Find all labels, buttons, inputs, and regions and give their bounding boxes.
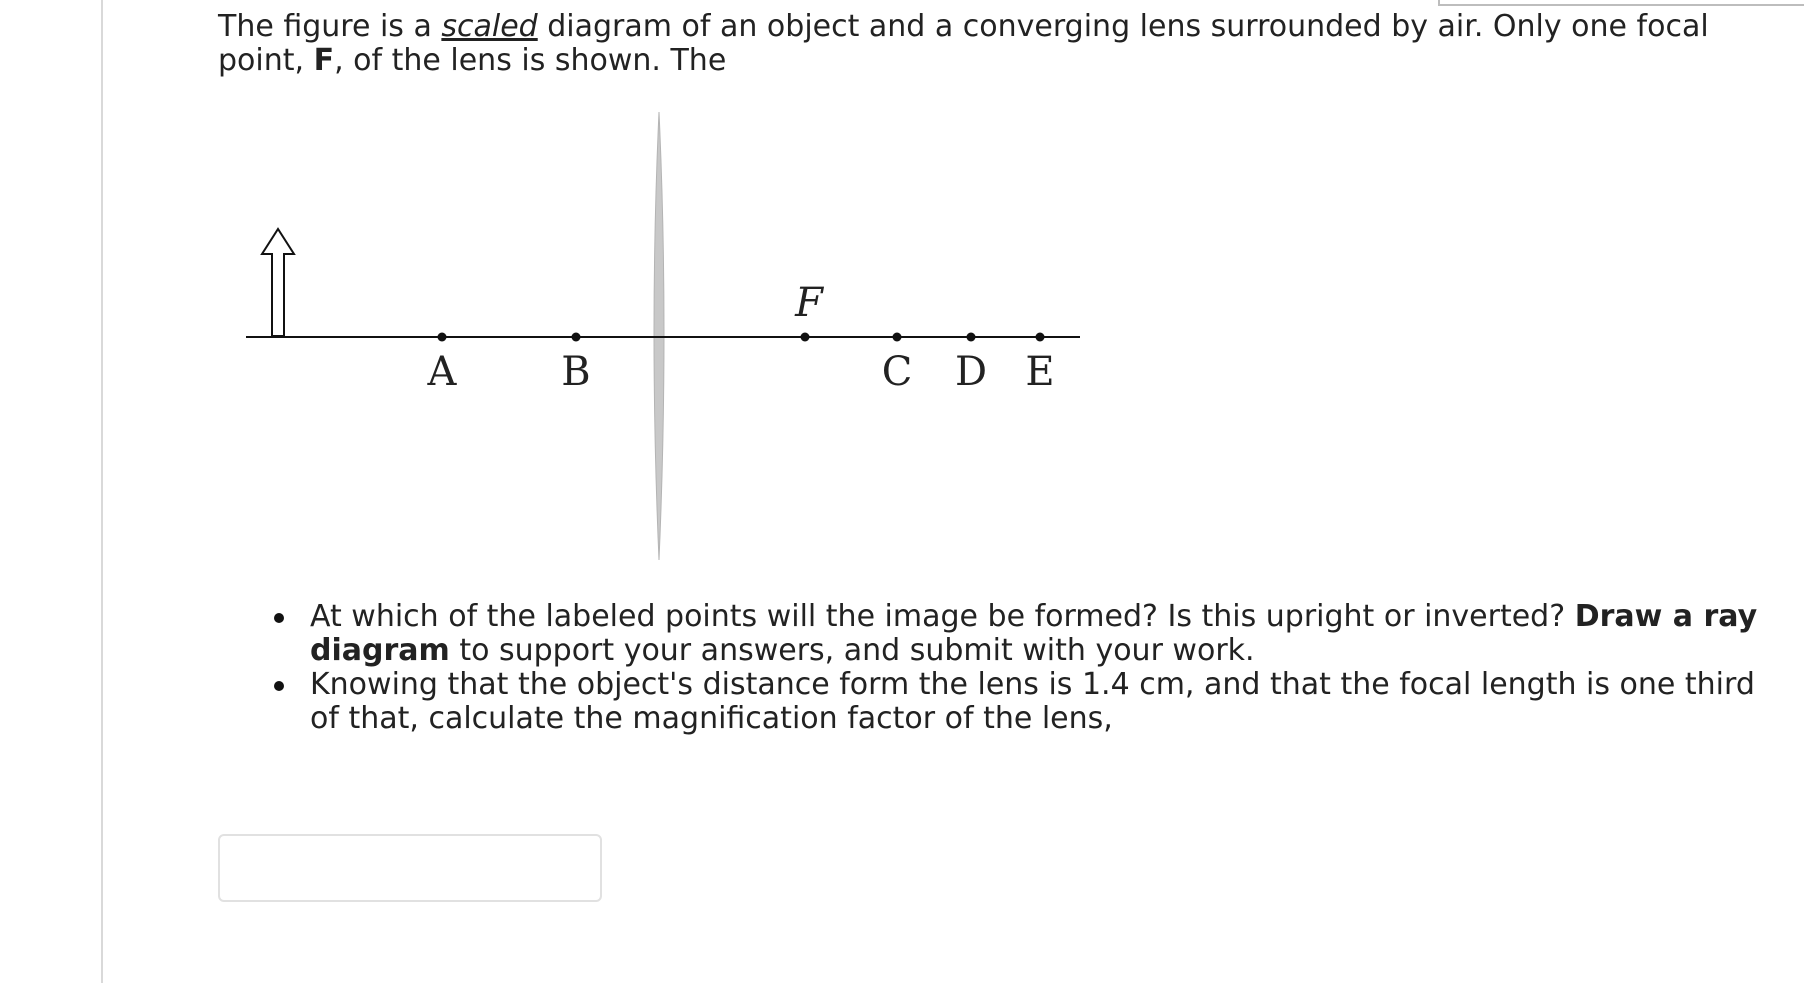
intro-text-1: The figure is a — [218, 9, 442, 44]
point-c-dot — [893, 333, 902, 342]
point-a-label: A — [427, 349, 457, 395]
left-border-rule — [101, 0, 103, 983]
focal-point-dot — [801, 333, 810, 342]
point-e-dot — [1036, 333, 1045, 342]
bullet-icon — [274, 681, 284, 691]
task1-text-2: to support your answers, and submit with your work. — [449, 633, 1255, 668]
question-intro — [218, 10, 1778, 78]
task-item-magnification — [260, 668, 1780, 736]
task-list — [260, 600, 1780, 736]
top-right-panel-edge — [1438, 0, 1804, 6]
intro-text-3: , of the lens is shown. The — [334, 43, 727, 78]
point-b-dot — [572, 333, 581, 342]
point-d-label: D — [954, 349, 988, 395]
task-item-ray-diagram — [260, 600, 1780, 668]
answer-input[interactable] — [218, 834, 602, 902]
point-c-label: C — [881, 349, 913, 395]
point-d-dot — [967, 333, 976, 342]
point-a-dot — [438, 333, 447, 342]
intro-text-2: diagram of an object and a converging lens surrounded by air. Only one focal point, — [218, 9, 1709, 78]
bullet-icon — [274, 613, 284, 623]
point-b-label: B — [561, 349, 591, 395]
point-e-label: E — [1025, 349, 1055, 395]
scaled-emphasis: scaled — [441, 9, 538, 44]
task1-bold-text: Draw a ray diagram — [310, 599, 1758, 668]
task2-text: Knowing that the object's distance form the lens is 1.4 cm, and that the focal length is one third of that, calculate the magnification factor of the lens, — [310, 667, 1755, 736]
converging-lens — [654, 112, 664, 560]
focal-point-text: F — [795, 280, 823, 326]
task1-text-1: At which of the labeled points will the image be formed? Is this upright or inverted? — [310, 599, 1575, 634]
focal-point-label: F — [313, 43, 335, 78]
object-arrow — [262, 229, 294, 336]
